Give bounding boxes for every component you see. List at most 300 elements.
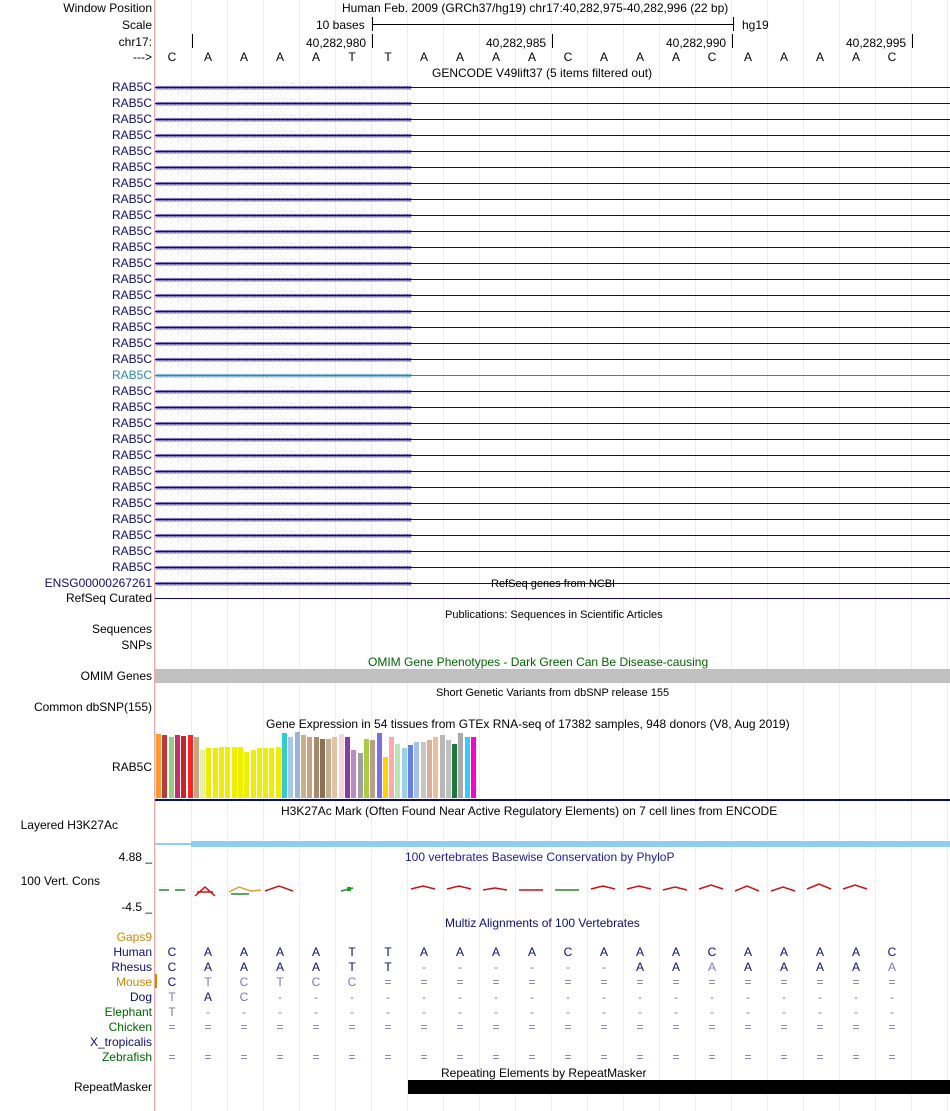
sequence-base: A — [203, 50, 212, 64]
alignment-base: = — [492, 975, 500, 989]
species-label[interactable]: Elephant — [104, 1005, 152, 1019]
alignment-base: = — [456, 1020, 464, 1034]
alignment-base: C — [167, 960, 177, 974]
ruler-tick — [732, 34, 733, 48]
repeatmasker-track-title: Repeating Elements by RepeatMasker — [441, 1066, 647, 1080]
gtex-tissue-bar[interactable] — [232, 747, 237, 798]
multiz-track-title: Multiz Alignments of 100 Vertebrates — [445, 916, 640, 930]
alignment-base: A — [455, 945, 464, 959]
alignment-base: = — [492, 1020, 500, 1034]
gencode-item-label[interactable]: RAB5C — [111, 128, 152, 142]
alignment-base: A — [851, 945, 860, 959]
alignment-base: T — [348, 960, 356, 974]
gencode-track-title: GENCODE V49lift37 (5 items filtered out) — [432, 66, 653, 80]
alignment-base: T — [384, 945, 392, 959]
alignment-base: - — [638, 1005, 642, 1019]
alignment-base: - — [422, 990, 426, 1004]
alignment-base: = — [456, 1050, 464, 1064]
sequence-base: A — [851, 50, 860, 64]
alignment-base: T — [348, 945, 356, 959]
track-data-area[interactable] — [155, 0, 950, 1111]
repeatmasker-label[interactable]: RepeatMasker — [73, 1080, 152, 1094]
strand-arrows-icon: ‹‹‹‹‹‹‹‹‹‹‹‹‹‹‹‹‹‹‹‹‹‹‹‹‹‹‹‹‹‹‹‹‹‹‹‹‹‹‹‹‹‹‹‹‹‹‹‹‹‹‹‹‹‹‹‹‹‹‹‹‹‹‹‹‹‹‹‹‹‹‹‹‹‹‹‹‹‹‹‹‹‹‹‹‹‹‹‹‹‹‹‹‹‹‹‹‹‹‹‹‹‹‹‹‹‹‹‹‹‹‹‹‹‹‹‹‹‹‹‹‹‹‹‹‹‹‹‹‹‹‹‹‹‹‹‹‹‹‹‹‹‹‹‹‹‹‹‹‹‹‹‹‹‹‹‹‹‹‹‹ — [155, 194, 411, 204]
alignment-base: A — [851, 960, 860, 974]
gtex-tissue-bar[interactable] — [395, 744, 400, 798]
alignment-base: A — [203, 990, 212, 1004]
alignment-base: = — [816, 1020, 824, 1034]
alignment-base: A — [203, 945, 212, 959]
strand-arrows-icon: ‹‹‹‹‹‹‹‹‹‹‹‹‹‹‹‹‹‹‹‹‹‹‹‹‹‹‹‹‹‹‹‹‹‹‹‹‹‹‹‹‹‹‹‹‹‹‹‹‹‹‹‹‹‹‹‹‹‹‹‹‹‹‹‹‹‹‹‹‹‹‹‹‹‹‹‹‹‹‹‹‹‹‹‹‹‹‹‹‹‹‹‹‹‹‹‹‹‹‹‹‹‹‹‹‹‹‹‹‹‹‹‹‹‹‹‹‹‹‹‹‹‹‹‹‹‹‹‹‹‹‹‹‹‹‹‹‹‹‹‹‹‹‹‹‹‹‹‹‹‹‹‹‹‹‹‹‹‹‹‹ — [155, 210, 411, 220]
strand-arrows-icon: ‹‹‹‹‹‹‹‹‹‹‹‹‹‹‹‹‹‹‹‹‹‹‹‹‹‹‹‹‹‹‹‹‹‹‹‹‹‹‹‹‹‹‹‹‹‹‹‹‹‹‹‹‹‹‹‹‹‹‹‹‹‹‹‹‹‹‹‹‹‹‹‹‹‹‹‹‹‹‹‹‹‹‹‹‹‹‹‹‹‹‹‹‹‹‹‹‹‹‹‹‹‹‹‹‹‹‹‹‹‹‹‹‹‹‹‹‹‹‹‹‹‹‹‹‹‹‹‹‹‹‹‹‹‹‹‹‹‹‹‹‹‹‹‹‹‹‹‹‹‹‹‹‹‹‹‹‹‹‹‹ — [155, 530, 411, 540]
alignment-base: T — [204, 975, 212, 989]
alignment-base: A — [419, 945, 428, 959]
alignment-base: = — [312, 1020, 320, 1034]
alignment-base: - — [566, 990, 570, 1004]
scale-bar-line — [372, 24, 734, 25]
alignment-base: T — [168, 1005, 176, 1019]
strand-label: ---> — [133, 50, 152, 64]
alignment-base: = — [600, 1050, 608, 1064]
gtex-tissue-bar[interactable] — [251, 750, 256, 798]
ruler-tick-label: 40,282,995 — [846, 36, 907, 50]
scale-bar-text: 10 bases — [316, 18, 365, 32]
alignment-base: = — [636, 1050, 644, 1064]
ruler-tick — [912, 34, 913, 48]
alignment-base: C — [887, 945, 897, 959]
alignment-base: C — [167, 945, 177, 959]
alignment-base: - — [782, 990, 786, 1004]
alignment-base: = — [204, 1020, 212, 1034]
gtex-tissue-bar[interactable] — [440, 735, 445, 798]
alignment-base: - — [422, 1005, 426, 1019]
gtex-tissue-bar[interactable] — [244, 752, 249, 798]
db-name-text: hg19 — [742, 18, 769, 32]
strand-arrows-icon: ‹‹‹‹‹‹‹‹‹‹‹‹‹‹‹‹‹‹‹‹‹‹‹‹‹‹‹‹‹‹‹‹‹‹‹‹‹‹‹‹‹‹‹‹‹‹‹‹‹‹‹‹‹‹‹‹‹‹‹‹‹‹‹‹‹‹‹‹‹‹‹‹‹‹‹‹‹‹‹‹‹‹‹‹‹‹‹‹‹‹‹‹‹‹‹‹‹‹‹‹‹‹‹‹‹‹‹‹‹‹‹‹‹‹‹‹‹‹‹‹‹‹‹‹‹‹‹‹‹‹‹‹‹‹‹‹‹‹‹‹‹‹‹‹‹‹‹‹‹‹‹‹‹‹‹‹‹‹‹‹ — [155, 242, 411, 252]
omim-genes-label[interactable]: OMIM Genes — [80, 669, 152, 683]
alignment-base: - — [386, 1005, 390, 1019]
sequence-base: A — [779, 50, 788, 64]
alignment-base: A — [311, 960, 320, 974]
gtex-tissue-bar[interactable] — [276, 747, 281, 798]
h3k27ac-signal-low[interactable] — [155, 843, 191, 845]
gtex-tissue-bar[interactable] — [213, 748, 218, 798]
gtex-tissue-bar[interactable] — [219, 747, 224, 798]
snps-label[interactable]: SNPs — [121, 638, 152, 652]
gencode-item-label[interactable]: RAB5C — [111, 512, 152, 526]
sequence-base: A — [671, 50, 680, 64]
strand-arrows-icon: ‹‹‹‹‹‹‹‹‹‹‹‹‹‹‹‹‹‹‹‹‹‹‹‹‹‹‹‹‹‹‹‹‹‹‹‹‹‹‹‹‹‹‹‹‹‹‹‹‹‹‹‹‹‹‹‹‹‹‹‹‹‹‹‹‹‹‹‹‹‹‹‹‹‹‹‹‹‹‹‹‹‹‹‹‹‹‹‹‹‹‹‹‹‹‹‹‹‹‹‹‹‹‹‹‹‹‹‹‹‹‹‹‹‹‹‹‹‹‹‹‹‹‹‹‹‹‹‹‹‹‹‹‹‹‹‹‹‹‹‹‹‹‹‹‹‹‹‹‹‹‹‹‹‹‹‹‹‹‹‹ — [155, 450, 411, 460]
alignment-base: = — [600, 975, 608, 989]
gtex-tissue-bar[interactable] — [175, 735, 180, 798]
alignment-base: A — [527, 945, 536, 959]
alignment-base: - — [530, 1005, 534, 1019]
alignment-base: - — [530, 990, 534, 1004]
gencode-item-label[interactable]: RAB5C — [111, 560, 152, 574]
gencode-item-label[interactable]: RAB5C — [111, 384, 152, 398]
alignment-base: = — [456, 975, 464, 989]
alignment-base: - — [530, 960, 534, 974]
alignment-base: = — [564, 1020, 572, 1034]
alignment-base: T — [168, 990, 176, 1004]
gencode-item-label[interactable]: RAB5C — [111, 416, 152, 430]
alignment-base: = — [816, 1050, 824, 1064]
sequence-base: A — [635, 50, 644, 64]
alignment-base: - — [674, 1005, 678, 1019]
gtex-tissue-bar[interactable] — [383, 757, 388, 798]
sequence-base: C — [887, 50, 897, 64]
phylop-track-label[interactable]: 100 Vert. Cons — [20, 874, 100, 888]
species-label[interactable]: X_tropicalis — [89, 1035, 152, 1049]
strand-arrows-icon: ‹‹‹‹‹‹‹‹‹‹‹‹‹‹‹‹‹‹‹‹‹‹‹‹‹‹‹‹‹‹‹‹‹‹‹‹‹‹‹‹‹‹‹‹‹‹‹‹‹‹‹‹‹‹‹‹‹‹‹‹‹‹‹‹‹‹‹‹‹‹‹‹‹‹‹‹‹‹‹‹‹‹‹‹‹‹‹‹‹‹‹‹‹‹‹‹‹‹‹‹‹‹‹‹‹‹‹‹‹‹‹‹‹‹‹‹‹‹‹‹‹‹‹‹‹‹‹‹‹‹‹‹‹‹‹‹‹‹‹‹‹‹‹‹‹‹‹‹‹‹‹‹‹‹‹‹‹‹‹‹ — [155, 178, 411, 188]
h3k27ac-signal[interactable] — [191, 841, 950, 847]
alignment-base: = — [420, 975, 428, 989]
gtex-tissue-bar[interactable] — [282, 733, 287, 798]
species-label[interactable]: Zebrafish — [101, 1050, 152, 1064]
refseq-gene-line[interactable] — [155, 598, 950, 599]
alignment-base: = — [600, 1020, 608, 1034]
gencode-item-label[interactable]: RAB5C — [111, 464, 152, 478]
alignment-base: = — [168, 1050, 176, 1064]
alignment-base: A — [707, 960, 716, 974]
gtex-tissue-bar[interactable] — [288, 737, 293, 798]
gtex-tissue-bar[interactable] — [339, 734, 344, 798]
gtex-tissue-bar[interactable] — [332, 737, 337, 798]
gtex-tissue-bar[interactable] — [156, 734, 161, 798]
alignment-base: = — [744, 975, 752, 989]
alignment-base: = — [240, 1020, 248, 1034]
alignment-base: - — [854, 1005, 858, 1019]
gtex-gene-model-line — [155, 799, 950, 801]
sequence-base: C — [167, 50, 177, 64]
gtex-tissue-bar[interactable] — [364, 739, 369, 798]
alignment-base: A — [815, 960, 824, 974]
species-label[interactable]: Mouse — [115, 975, 152, 989]
alignment-base: A — [779, 945, 788, 959]
alignment-base: = — [384, 975, 392, 989]
alignment-base: = — [384, 1020, 392, 1034]
gtex-tissue-bar[interactable] — [465, 737, 470, 798]
alignment-base: A — [743, 945, 752, 959]
gtex-tissue-bar[interactable] — [225, 747, 230, 798]
strand-arrows-icon: ‹‹‹‹‹‹‹‹‹‹‹‹‹‹‹‹‹‹‹‹‹‹‹‹‹‹‹‹‹‹‹‹‹‹‹‹‹‹‹‹‹‹‹‹‹‹‹‹‹‹‹‹‹‹‹‹‹‹‹‹‹‹‹‹‹‹‹‹‹‹‹‹‹‹‹‹‹‹‹‹‹‹‹‹‹‹‹‹‹‹‹‹‹‹‹‹‹‹‹‹‹‹‹‹‹‹‹‹‹‹‹‹‹‹‹‹‹‹‹‹‹‹‹‹‹‹‹‹‹‹‹‹‹‹‹‹‹‹‹‹‹‹‹‹‹‹‹‹‹‹‹‹‹‹‹‹‹‹‹‹ — [155, 322, 411, 332]
alignment-base: = — [312, 1050, 320, 1064]
refseq-curated-label[interactable]: RefSeq Curated — [65, 591, 152, 605]
alignment-base: - — [494, 990, 498, 1004]
alignment-base: - — [314, 990, 318, 1004]
alignment-base: = — [852, 1020, 860, 1034]
alignment-base: - — [350, 990, 354, 1004]
gencode-item-label[interactable]: RAB5C — [111, 144, 152, 158]
gtex-tissue-bar[interactable] — [181, 736, 186, 798]
alignment-base: - — [890, 990, 894, 1004]
gencode-item-label[interactable]: RAB5C — [111, 224, 152, 238]
alignment-base: - — [710, 990, 714, 1004]
alignment-base: C — [707, 945, 717, 959]
alignment-base: = — [348, 1020, 356, 1034]
alignment-base: - — [566, 1005, 570, 1019]
gencode-item-label[interactable]: RAB5C — [111, 112, 152, 126]
gtex-tissue-bar[interactable] — [162, 735, 167, 798]
gtex-tissue-bar[interactable] — [452, 744, 457, 798]
alignment-base: - — [278, 990, 282, 1004]
gtex-expression-bars[interactable] — [155, 731, 555, 798]
gtex-gene-label[interactable]: RAB5C — [111, 760, 152, 774]
gencode-item-label[interactable]: RAB5C — [111, 496, 152, 510]
phylop-max-label: 4.88 _ — [118, 850, 152, 864]
strand-arrows-icon: ‹‹‹‹‹‹‹‹‹‹‹‹‹‹‹‹‹‹‹‹‹‹‹‹‹‹‹‹‹‹‹‹‹‹‹‹‹‹‹‹‹‹‹‹‹‹‹‹‹‹‹‹‹‹‹‹‹‹‹‹‹‹‹‹‹‹‹‹‹‹‹‹‹‹‹‹‹‹‹‹‹‹‹‹‹‹‹‹‹‹‹‹‹‹‹‹‹‹‹‹‹‹‹‹‹‹‹‹‹‹‹‹‹‹‹‹‹‹‹‹‹‹‹‹‹‹‹‹‹‹‹‹‹‹‹‹‹‹‹‹‹‹‹‹‹‹‹‹‹‹‹‹‹‹‹‹‹‹‹‹ — [155, 338, 411, 348]
refseq-track-title: RefSeq genes from NCBI — [491, 578, 616, 590]
track-labels-column — [0, 0, 154, 1111]
gtex-tissue-bar[interactable] — [307, 737, 312, 798]
species-label[interactable]: Dog — [129, 990, 152, 1004]
alignment-base: T — [276, 975, 284, 989]
gtex-tissue-bar[interactable] — [257, 748, 262, 798]
gencode-item-label[interactable]: RAB5C — [111, 288, 152, 302]
omim-track-title: OMIM Gene Phenotypes - Dark Green Can Be Disease-causing — [368, 655, 709, 669]
alignment-base: C — [311, 975, 321, 989]
alignment-base: = — [528, 1020, 536, 1034]
gtex-tissue-bar[interactable] — [408, 745, 413, 798]
alignment-base: - — [818, 1005, 822, 1019]
gencode-item-label[interactable]: RAB5C — [111, 336, 152, 350]
alignment-base: A — [887, 960, 896, 974]
gencode-item-label[interactable]: RAB5C — [111, 208, 152, 222]
gencode-item-label[interactable]: RAB5C — [111, 432, 152, 446]
alignment-base: = — [240, 1050, 248, 1064]
alignment-base: A — [815, 945, 824, 959]
sequence-base: A — [815, 50, 824, 64]
gtex-tissue-bar[interactable] — [326, 739, 331, 798]
gtex-tissue-bar[interactable] — [269, 748, 274, 798]
alignment-base: - — [566, 960, 570, 974]
alignment-base: - — [746, 990, 750, 1004]
gtex-tissue-bar[interactable] — [433, 737, 438, 798]
alignment-base: = — [816, 975, 824, 989]
gencode-item-label[interactable]: RAB5C — [111, 448, 152, 462]
alignment-base: A — [491, 945, 500, 959]
gtex-tissue-bar[interactable] — [446, 740, 451, 798]
gencode-item-label[interactable]: RAB5C — [111, 160, 152, 174]
gencode-item-label[interactable]: RAB5C — [111, 256, 152, 270]
strand-arrows-icon: ‹‹‹‹‹‹‹‹‹‹‹‹‹‹‹‹‹‹‹‹‹‹‹‹‹‹‹‹‹‹‹‹‹‹‹‹‹‹‹‹‹‹‹‹‹‹‹‹‹‹‹‹‹‹‹‹‹‹‹‹‹‹‹‹‹‹‹‹‹‹‹‹‹‹‹‹‹‹‹‹‹‹‹‹‹‹‹‹‹‹‹‹‹‹‹‹‹‹‹‹‹‹‹‹‹‹‹‹‹‹‹‹‹‹‹‹‹‹‹‹‹‹‹‹‹‹‹‹‹‹‹‹‹‹‹‹‹‹‹‹‹‹‹‹‹‹‹‹‹‹‹‹‹‹‹‹‹‹‹‹ — [155, 274, 411, 284]
gencode-item-label[interactable]: RAB5C — [111, 272, 152, 286]
alignment-base: = — [636, 1020, 644, 1034]
omim-gene-bar[interactable] — [155, 669, 950, 683]
alignment-base: - — [746, 1005, 750, 1019]
strand-arrows-icon: ‹‹‹‹‹‹‹‹‹‹‹‹‹‹‹‹‹‹‹‹‹‹‹‹‹‹‹‹‹‹‹‹‹‹‹‹‹‹‹‹‹‹‹‹‹‹‹‹‹‹‹‹‹‹‹‹‹‹‹‹‹‹‹‹‹‹‹‹‹‹‹‹‹‹‹‹‹‹‹‹‹‹‹‹‹‹‹‹‹‹‹‹‹‹‹‹‹‹‹‹‹‹‹‹‹‹‹‹‹‹‹‹‹‹‹‹‹‹‹‹‹‹‹‹‹‹‹‹‹‹‹‹‹‹‹‹‹‹‹‹‹‹‹‹‹‹‹‹‹‹‹‹‹‹‹‹‹‹‹‹ — [155, 146, 411, 156]
sequence-base: A — [239, 50, 248, 64]
gtex-tissue-bar[interactable] — [402, 748, 407, 798]
gencode-item-label[interactable]: RAB5C — [111, 352, 152, 366]
gencode-item-label[interactable]: RAB5C — [111, 528, 152, 542]
alignment-base: A — [779, 960, 788, 974]
alignment-base: = — [168, 1020, 176, 1034]
gencode-item-label[interactable]: RAB5C — [111, 192, 152, 206]
alignment-base: - — [890, 1005, 894, 1019]
strand-arrows-icon: ‹‹‹‹‹‹‹‹‹‹‹‹‹‹‹‹‹‹‹‹‹‹‹‹‹‹‹‹‹‹‹‹‹‹‹‹‹‹‹‹‹‹‹‹‹‹‹‹‹‹‹‹‹‹‹‹‹‹‹‹‹‹‹‹‹‹‹‹‹‹‹‹‹‹‹‹‹‹‹‹‹‹‹‹‹‹‹‹‹‹‹‹‹‹‹‹‹‹‹‹‹‹‹‹‹‹‹‹‹‹‹‹‹‹‹‹‹‹‹‹‹‹‹‹‹‹‹‹‹‹‹‹‹‹‹‹‹‹‹‹‹‹‹‹‹‹‹‹‹‹‹‹‹‹‹‹‹‹‹‹ — [155, 130, 411, 140]
gtex-tissue-bar[interactable] — [458, 733, 463, 798]
sequence-base: A — [491, 50, 500, 64]
strand-arrows-icon: ‹‹‹‹‹‹‹‹‹‹‹‹‹‹‹‹‹‹‹‹‹‹‹‹‹‹‹‹‹‹‹‹‹‹‹‹‹‹‹‹‹‹‹‹‹‹‹‹‹‹‹‹‹‹‹‹‹‹‹‹‹‹‹‹‹‹‹‹‹‹‹‹‹‹‹‹‹‹‹‹‹‹‹‹‹‹‹‹‹‹‹‹‹‹‹‹‹‹‹‹‹‹‹‹‹‹‹‹‹‹‹‹‹‹‹‹‹‹‹‹‹‹‹‹‹‹‹‹‹‹‹‹‹‹‹‹‹‹‹‹‹‹‹‹‹‹‹‹‹‹‹‹‹‹‹‹‹‹‹‹ — [155, 386, 411, 396]
alignment-base: - — [314, 1005, 318, 1019]
sequences-label[interactable]: Sequences — [91, 622, 152, 636]
gencode-item-label[interactable]: RAB5C — [111, 544, 152, 558]
alignment-base: C — [239, 975, 249, 989]
alignment-base: = — [384, 1050, 392, 1064]
gtex-tissue-bar[interactable] — [263, 748, 268, 798]
alignment-base: C — [563, 945, 573, 959]
ruler-tick — [372, 34, 373, 48]
sequence-base: A — [527, 50, 536, 64]
alignment-base: = — [492, 1050, 500, 1064]
alignment-base: A — [743, 960, 752, 974]
gtex-tissue-bar[interactable] — [377, 733, 382, 798]
ruler-tick — [552, 34, 553, 48]
gtex-tissue-bar[interactable] — [206, 748, 211, 798]
layered-h3k27ac-label[interactable]: Layered H3K27Ac — [20, 818, 118, 832]
repeat-element-bar[interactable] — [408, 1080, 950, 1094]
strand-arrows-icon: ‹‹‹‹‹‹‹‹‹‹‹‹‹‹‹‹‹‹‹‹‹‹‹‹‹‹‹‹‹‹‹‹‹‹‹‹‹‹‹‹‹‹‹‹‹‹‹‹‹‹‹‹‹‹‹‹‹‹‹‹‹‹‹‹‹‹‹‹‹‹‹‹‹‹‹‹‹‹‹‹‹‹‹‹‹‹‹‹‹‹‹‹‹‹‹‹‹‹‹‹‹‹‹‹‹‹‹‹‹‹‹‹‹‹‹‹‹‹‹‹‹‹‹‹‹‹‹‹‹‹‹‹‹‹‹‹‹‹‹‹‹‹‹‹‹‹‹‹‹‹‹‹‹‹‹‹‹‹‹‹ — [155, 402, 411, 412]
alignment-base: = — [564, 975, 572, 989]
publications-track-title: Publications: Sequences in Scientific Articles — [445, 609, 663, 621]
alignment-base: A — [239, 945, 248, 959]
alignment-base: = — [888, 975, 896, 989]
alignment-base: - — [602, 960, 606, 974]
scale-label: Scale — [121, 18, 152, 32]
alignment-base: = — [276, 1020, 284, 1034]
gtex-tissue-bar[interactable] — [314, 737, 319, 798]
sequence-base: T — [348, 50, 356, 64]
window-position-label: Window Position — [63, 1, 152, 15]
strand-arrows-icon: ‹‹‹‹‹‹‹‹‹‹‹‹‹‹‹‹‹‹‹‹‹‹‹‹‹‹‹‹‹‹‹‹‹‹‹‹‹‹‹‹‹‹‹‹‹‹‹‹‹‹‹‹‹‹‹‹‹‹‹‹‹‹‹‹‹‹‹‹‹‹‹‹‹‹‹‹‹‹‹‹‹‹‹‹‹‹‹‹‹‹‹‹‹‹‹‹‹‹‹‹‹‹‹‹‹‹‹‹‹‹‹‹‹‹‹‹‹‹‹‹‹‹‹‹‹‹‹‹‹‹‹‹‹‹‹‹‹‹‹‹‹‹‹‹‹‹‹‹‹‹‹‹‹‹‹‹‹‹‹‹ — [155, 546, 411, 556]
sequence-base: C — [563, 50, 573, 64]
alignment-base: C — [347, 975, 357, 989]
gtex-tissue-bar[interactable] — [295, 732, 300, 798]
alignment-base: = — [708, 1020, 716, 1034]
gtex-track-title: Gene Expression in 54 tissues from GTEx RNA-seq of 17382 samples, 948 donors (V8, Aug 2019) — [266, 717, 790, 731]
strand-arrows-icon: ‹‹‹‹‹‹‹‹‹‹‹‹‹‹‹‹‹‹‹‹‹‹‹‹‹‹‹‹‹‹‹‹‹‹‹‹‹‹‹‹‹‹‹‹‹‹‹‹‹‹‹‹‹‹‹‹‹‹‹‹‹‹‹‹‹‹‹‹‹‹‹‹‹‹‹‹‹‹‹‹‹‹‹‹‹‹‹‹‹‹‹‹‹‹‹‹‹‹‹‹‹‹‹‹‹‹‹‹‹‹‹‹‹‹‹‹‹‹‹‹‹‹‹‹‹‹‹‹‹‹‹‹‹‹‹‹‹‹‹‹‹‹‹‹‹‹‹‹‹‹‹‹‹‹‹‹‹‹‹‹ — [155, 290, 411, 300]
alignment-base: A — [239, 960, 248, 974]
gtex-tissue-bar[interactable] — [421, 742, 426, 798]
alignment-base: A — [671, 945, 680, 959]
alignment-base: = — [744, 1050, 752, 1064]
sequence-base: A — [743, 50, 752, 64]
strand-arrows-icon: ‹‹‹‹‹‹‹‹‹‹‹‹‹‹‹‹‹‹‹‹‹‹‹‹‹‹‹‹‹‹‹‹‹‹‹‹‹‹‹‹‹‹‹‹‹‹‹‹‹‹‹‹‹‹‹‹‹‹‹‹‹‹‹‹‹‹‹‹‹‹‹‹‹‹‹‹‹‹‹‹‹‹‹‹‹‹‹‹‹‹‹‹‹‹‹‹‹‹‹‹‹‹‹‹‹‹‹‹‹‹‹‹‹‹‹‹‹‹‹‹‹‹‹‹‹‹‹‹‹‹‹‹‹‹‹‹‹‹‹‹‹‹‹‹‹‹‹‹‹‹‹‹‹‹‹‹‹‹‹‹ — [155, 562, 411, 572]
gtex-tissue-bar[interactable] — [301, 735, 306, 798]
alignment-base: - — [386, 990, 390, 1004]
gencode-item-label[interactable]: RAB5C — [111, 320, 152, 334]
sequence-base: A — [419, 50, 428, 64]
gencode-item-label[interactable]: RAB5C — [111, 240, 152, 254]
ruler-tick-label: 40,282,980 — [306, 36, 367, 50]
alignment-base: - — [638, 990, 642, 1004]
sequence-base: A — [599, 50, 608, 64]
strand-arrows-icon: ‹‹‹‹‹‹‹‹‹‹‹‹‹‹‹‹‹‹‹‹‹‹‹‹‹‹‹‹‹‹‹‹‹‹‹‹‹‹‹‹‹‹‹‹‹‹‹‹‹‹‹‹‹‹‹‹‹‹‹‹‹‹‹‹‹‹‹‹‹‹‹‹‹‹‹‹‹‹‹‹‹‹‹‹‹‹‹‹‹‹‹‹‹‹‹‹‹‹‹‹‹‹‹‹‹‹‹‹‹‹‹‹‹‹‹‹‹‹‹‹‹‹‹‹‹‹‹‹‹‹‹‹‹‹‹‹‹‹‹‹‹‹‹‹‹‹‹‹‹‹‹‹‹‹‹‹‹‹‹‹ — [155, 498, 411, 508]
alignment-base: - — [458, 960, 462, 974]
gencode-item-label[interactable]: ENSG00000267261 — [44, 576, 152, 590]
alignment-base: = — [672, 1050, 680, 1064]
gencode-item-label[interactable]: RAB5C — [111, 400, 152, 414]
alignment-base: A — [635, 960, 644, 974]
alignment-base: A — [203, 960, 212, 974]
strand-arrows-icon: ‹‹‹‹‹‹‹‹‹‹‹‹‹‹‹‹‹‹‹‹‹‹‹‹‹‹‹‹‹‹‹‹‹‹‹‹‹‹‹‹‹‹‹‹‹‹‹‹‹‹‹‹‹‹‹‹‹‹‹‹‹‹‹‹‹‹‹‹‹‹‹‹‹‹‹‹‹‹‹‹‹‹‹‹‹‹‹‹‹‹‹‹‹‹‹‹‹‹‹‹‹‹‹‹‹‹‹‹‹‹‹‹‹‹‹‹‹‹‹‹‹‹‹‹‹‹‹‹‹‹‹‹‹‹‹‹‹‹‹‹‹‹‹‹‹‹‹‹‹‹‹‹‹‹‹‹‹‹‹‹ — [155, 434, 411, 444]
gaps-label: Gaps9 — [116, 930, 152, 944]
gtex-tissue-bar[interactable] — [200, 750, 205, 798]
alignment-base: = — [708, 1050, 716, 1064]
strand-arrows-icon: ‹‹‹‹‹‹‹‹‹‹‹‹‹‹‹‹‹‹‹‹‹‹‹‹‹‹‹‹‹‹‹‹‹‹‹‹‹‹‹‹‹‹‹‹‹‹‹‹‹‹‹‹‹‹‹‹‹‹‹‹‹‹‹‹‹‹‹‹‹‹‹‹‹‹‹‹‹‹‹‹‹‹‹‹‹‹‹‹‹‹‹‹‹‹‹‹‹‹‹‹‹‹‹‹‹‹‹‹‹‹‹‹‹‹‹‹‹‹‹‹‹‹‹‹‹‹‹‹‹‹‹‹‹‹‹‹‹‹‹‹‹‹‹‹‹‹‹‹‹‹‹‹‹‹‹‹‹‹‹‹ — [155, 370, 411, 380]
alignment-base: = — [672, 1020, 680, 1034]
alignment-base: = — [420, 1050, 428, 1064]
chrom-label: chr17: — [118, 35, 152, 49]
alignment-base: - — [818, 990, 822, 1004]
gtex-tissue-bar[interactable] — [351, 750, 356, 798]
gencode-item-label[interactable]: RAB5C — [111, 368, 152, 382]
ruler-tick-label: 40,282,990 — [666, 36, 727, 50]
dbsnp-track-title: Short Genetic Variants from dbSNP release 155 — [436, 687, 670, 699]
gtex-tissue-bar[interactable] — [238, 747, 243, 798]
assembly-position-text: Human Feb. 2009 (GRCh37/hg19) chr17:40,282,975-40,282,996 (22 bp) — [342, 1, 729, 15]
alignment-base: - — [422, 960, 426, 974]
phylop-track-title: 100 vertebrates Basewise Conservation by PhyloP — [405, 850, 675, 864]
sequence-base: C — [707, 50, 717, 64]
species-label[interactable]: Human — [113, 945, 152, 959]
gtex-tissue-bar[interactable] — [427, 740, 432, 798]
alignment-base: = — [708, 975, 716, 989]
alignment-base: = — [780, 1050, 788, 1064]
gencode-item-label[interactable]: RAB5C — [111, 176, 152, 190]
alignment-base: = — [528, 975, 536, 989]
gtex-tissue-bar[interactable] — [188, 735, 193, 798]
alignment-base: - — [602, 1005, 606, 1019]
strand-arrows-icon: ‹‹‹‹‹‹‹‹‹‹‹‹‹‹‹‹‹‹‹‹‹‹‹‹‹‹‹‹‹‹‹‹‹‹‹‹‹‹‹‹‹‹‹‹‹‹‹‹‹‹‹‹‹‹‹‹‹‹‹‹‹‹‹‹‹‹‹‹‹‹‹‹‹‹‹‹‹‹‹‹‹‹‹‹‹‹‹‹‹‹‹‹‹‹‹‹‹‹‹‹‹‹‹‹‹‹‹‹‹‹‹‹‹‹‹‹‹‹‹‹‹‹‹‹‹‹‹‹‹‹‹‹‹‹‹‹‹‹‹‹‹‹‹‹‹‹‹‹‹‹‹‹‹‹‹‹‹‹‹‹ — [155, 82, 411, 92]
gencode-item-label[interactable]: RAB5C — [111, 80, 152, 94]
alignment-base: - — [710, 1005, 714, 1019]
species-label[interactable]: Chicken — [108, 1020, 152, 1034]
alignment-base: - — [782, 1005, 786, 1019]
gencode-item-label[interactable]: RAB5C — [111, 480, 152, 494]
alignment-base: = — [852, 1050, 860, 1064]
gtex-tissue-bar[interactable] — [194, 737, 199, 798]
gtex-tissue-bar[interactable] — [345, 737, 350, 798]
gtex-tissue-bar[interactable] — [370, 740, 375, 798]
gencode-item-label[interactable]: RAB5C — [111, 96, 152, 110]
alignment-base: A — [671, 960, 680, 974]
alignment-base: = — [204, 1050, 212, 1064]
alignment-base: = — [780, 975, 788, 989]
gtex-tissue-bar[interactable] — [358, 753, 363, 798]
alignment-base: - — [494, 960, 498, 974]
alignment-base: - — [242, 1005, 246, 1019]
strand-arrows-icon: ‹‹‹‹‹‹‹‹‹‹‹‹‹‹‹‹‹‹‹‹‹‹‹‹‹‹‹‹‹‹‹‹‹‹‹‹‹‹‹‹‹‹‹‹‹‹‹‹‹‹‹‹‹‹‹‹‹‹‹‹‹‹‹‹‹‹‹‹‹‹‹‹‹‹‹‹‹‹‹‹‹‹‹‹‹‹‹‹‹‹‹‹‹‹‹‹‹‹‹‹‹‹‹‹‹‹‹‹‹‹‹‹‹‹‹‹‹‹‹‹‹‹‹‹‹‹‹‹‹‹‹‹‹‹‹‹‹‹‹‹‹‹‹‹‹‹‹‹‹‹‹‹‹‹‹‹‹‹‹‹ — [155, 162, 411, 172]
alignment-base: - — [206, 1005, 210, 1019]
gtex-tissue-bar[interactable] — [169, 737, 174, 798]
alignment-base: = — [780, 1020, 788, 1034]
gtex-tissue-bar[interactable] — [389, 737, 394, 798]
gtex-tissue-bar[interactable] — [471, 737, 476, 798]
alignment-base: = — [348, 1050, 356, 1064]
species-label[interactable]: Rhesus — [111, 960, 152, 974]
alignment-base: A — [275, 960, 284, 974]
alignment-base: - — [350, 1005, 354, 1019]
ruler-tick-label: 40,282,985 — [486, 36, 547, 50]
alignment-base: = — [852, 975, 860, 989]
phylop-conservation-plot[interactable] — [155, 876, 950, 900]
gencode-item-label[interactable]: RAB5C — [111, 304, 152, 318]
gtex-tissue-bar[interactable] — [414, 742, 419, 798]
common-dbsnp-label[interactable]: Common dbSNP(155) — [33, 700, 152, 714]
alignment-base: - — [458, 990, 462, 1004]
gtex-tissue-bar[interactable] — [320, 739, 325, 798]
